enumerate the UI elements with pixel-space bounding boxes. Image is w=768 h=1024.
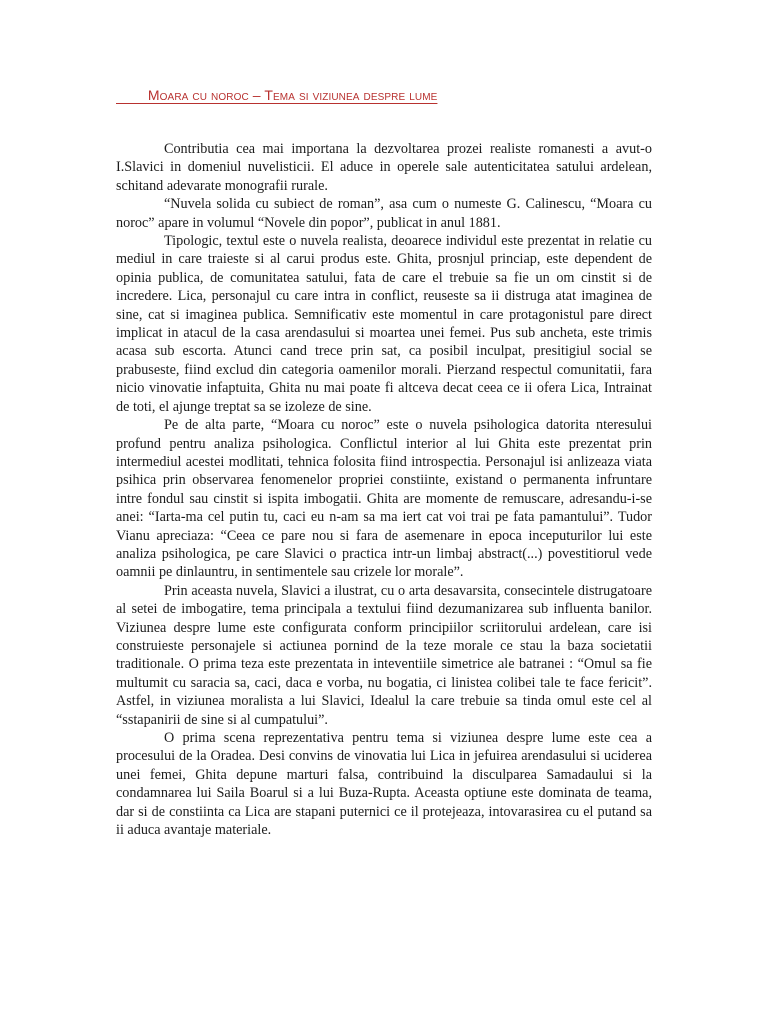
paragraph-2: “Nuvela solida cu subiect de roman”, asa cum o numeste G. Calinescu, “Moara cu noroc” apare in volumul “Novele din popor”, publicat in anul 1881. [116,196,652,231]
paragraph-6: O prima scena reprezentativa pentru tema si viziunea despre lume este cea a procesului de la Oradea. Desi convins de vinovatia lui Lica in jefuirea arendasului si uciderea unei femei, Ghita depune marturi falsa, contribuind la disculparea Samadaului si la condamnarea lui Saila Boarul si a lui Buza-Rupta. Aceasta optiune este dominata de teama, dar si de constiinta ca Lica are stapani puternici ce il protejeaza, intovarasirea cu el putand sa ii aduca avantaje materiale. [116,730,652,839]
document-title: Moara cu noroc – Tema si viziunea despre lume [116,87,438,103]
paragraph-3: Tipologic, textul este o nuvela realista, deoarece individul este prezentat in relatie cu mediul in care traieste si al carui produs este. Ghita, prosnjul princiap, este dependent de opinia publica, de comunitatea satului, fata de care el trebuie sa fie un om cinstit si de incredere. Lica, personajul cu care intra in conflict, reuseste sa ii distruga atat imaginea de sine, cat si imaginea publica. Semnificativ este momentul in care protagonistul pare direct implicat in atacul de la casa arendasului si moartea unei femei. Pus sub ancheta, este trimis acasa sub escorta. Atunci cand trece prin sat, ca posibil inculpat, presitigiul social se prabuseste, fiind exclud din categoria oamenilor morali. Pierzand respectul comunitatii, fara nicio vinovatie infaptuita, Ghita nu mai poate fi altceva decat ceea ce ii ofera Lica, Intrainat de toti, el ajunge treptat sa se izoleze de sine. [116,233,652,415]
paragraph-4: Pe de alta parte, “Moara cu noroc” este o nuvela psihologica datorita nteresului profund pentru analiza psihologica. Conflictul interior al lui Ghita este prezentat prin intermediul acestei modlitati, tehnica folosita fiind introspectia. Personajul isi anlizeaza viata psihica prin observarea fenomenelor propriei constiinte, existand o permanenta infruntare intre fondul sau cinstit si ispita imbogatii. Ghita are momente de remuscare, adresandu-i-se anei: “Iarta-ma cel putin tu, caci eu n-am sa ma iert cat voi trai pe fata pamantului”. Tudor Vianu apreciaza: “Ceea ce pare nou si fara de asemenare in epoca inceputurilor lui este analiza psihologica, pe care Slavici o practica intr-un limbaj abstract(...) povestitiorul vede oamnii pe dinlauntru, in sentimentele sau crizele lor morale”. [116,417,652,581]
document-body [116,140,652,839]
paragraph-5: Prin aceasta nuvela, Slavici a ilustrat, cu o arta desavarsita, consecintele distrugatoare al setei de imbogatire, tema principala a textului fiind dezumanizarea sub influenta banilor. Viziunea despre lume este configurata conform principiilor scriitorului ardelean, care isi construieste personajele si actiunea pornind de la teze morale ce stau la baza societatii traditionale. O prima teza este prezentata in inteventiile simetrice ale batranei : “Omul sa fie multumit cu saracia sa, caci, daca e vorba, nu bogatia, ci linistea colibei tale te face fericit”. Astfel, in viziunea moralista a lui Slavici, Idealul la care trebuie sa tinda omul este cel al “sstapanirii de sine si al cumpatului”. [116,582,652,728]
paragraph-1: Contributia cea mai importana la dezvoltarea prozei realiste romanesti a avut-o I.Slavici in domeniul nuvelisticii. El aduce in operele sale autenticitatea satului ardelean, schitand adevarate monografii rurale. [116,141,652,194]
